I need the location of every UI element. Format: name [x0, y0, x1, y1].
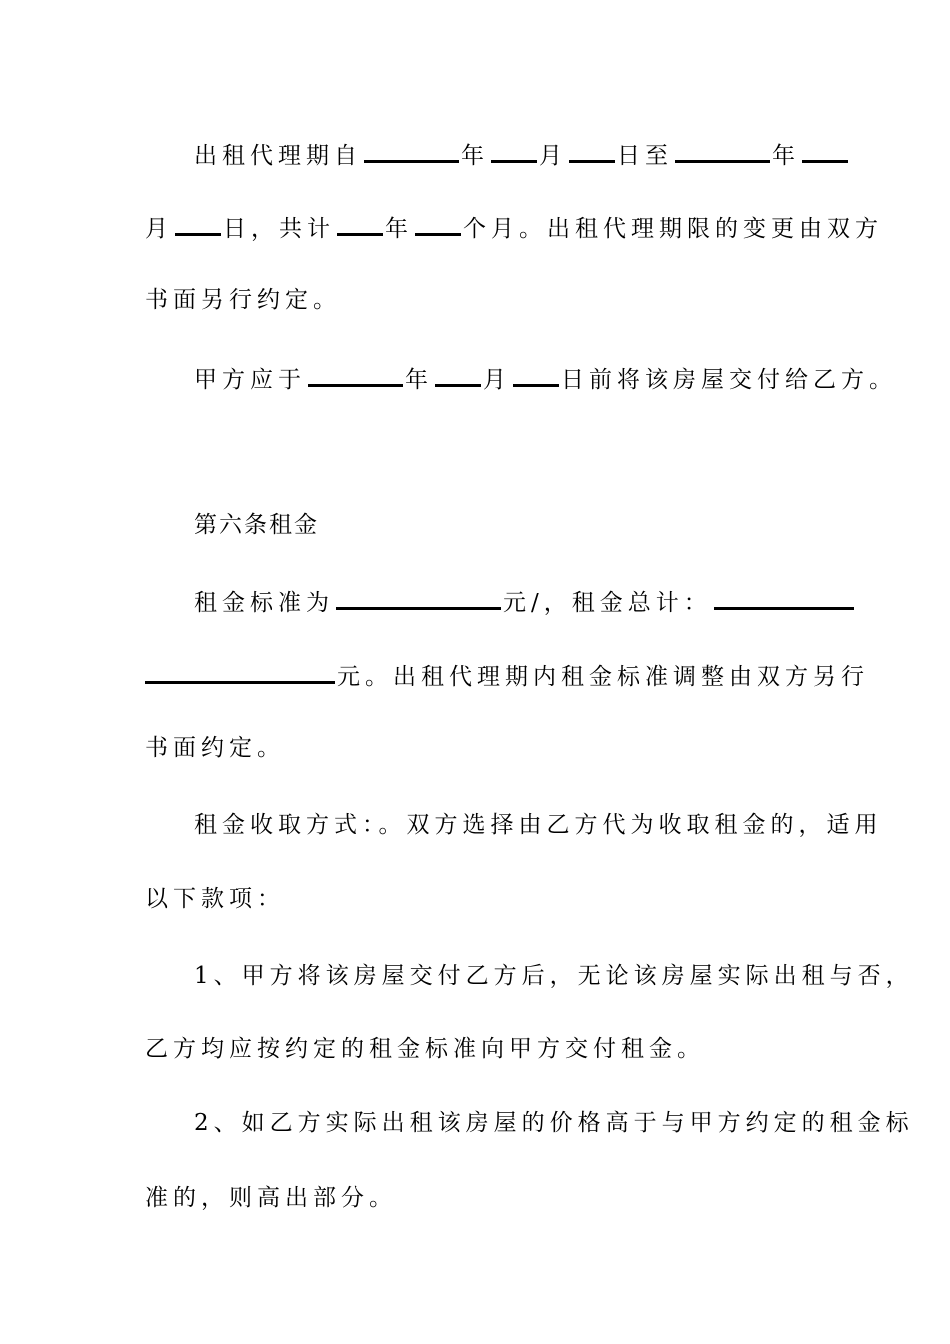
text-segment: 租金标准为: [194, 590, 334, 616]
text-segment: 年: [385, 216, 413, 242]
text-segment: 年: [405, 367, 433, 393]
text-segment: 元。出租代理期内租金标准调整由双方另行: [337, 664, 869, 690]
clause-line: 准的，则高出部分。: [145, 1185, 397, 1211]
blank-line: [175, 211, 221, 236]
blank-line: [308, 362, 403, 387]
blank-line: [415, 211, 461, 236]
agency-period-line-cont: [145, 211, 883, 244]
delivery-date-line: [194, 362, 897, 395]
paragraph-line: 书面另行约定。: [145, 287, 341, 313]
blank-line: [513, 362, 559, 387]
text-segment: 年: [772, 143, 800, 169]
text-segment: 出租代理期自: [194, 143, 362, 169]
text-segment: 甲方应于: [194, 367, 306, 393]
paragraph-line: 租金收取方式：。双方选择由乙方代为收取租金的，适用: [194, 812, 883, 838]
text-segment: 月: [483, 367, 511, 393]
text-segment: 日前将该房屋交付给乙方。: [561, 367, 897, 393]
text-segment: 年: [461, 143, 489, 169]
text-segment: 元/，租金总计：: [503, 590, 712, 616]
blank-line: [491, 138, 537, 163]
clause-line: 1、甲方将该房屋交付乙方后，无论该房屋实际出租与否，: [194, 963, 914, 989]
blank-line: [364, 138, 459, 163]
text-segment: 月: [539, 143, 567, 169]
blank-line: [569, 138, 615, 163]
blank-line: [336, 585, 501, 610]
text-segment: 日，共计: [223, 216, 335, 242]
agency-period-line: [194, 138, 850, 171]
text-segment: 日至: [617, 143, 673, 169]
paragraph-line: 以下款项：: [145, 886, 285, 912]
clause-line: 乙方均应按约定的租金标准向甲方交付租金。: [145, 1036, 705, 1062]
text-segment: 月: [145, 216, 173, 242]
text-segment: 个月。出租代理期限的变更由双方: [463, 216, 883, 242]
blank-line: [675, 138, 770, 163]
rent-total-line: [145, 659, 869, 692]
blank-line: [145, 659, 335, 684]
blank-line: [714, 585, 854, 610]
section-heading: 第六条租金: [194, 512, 319, 538]
blank-line: [337, 211, 383, 236]
paragraph-line: 书面约定。: [145, 735, 285, 761]
clause-line: 2、如乙方实际出租该房屋的价格高于与甲方约定的租金标: [194, 1110, 914, 1136]
rent-standard-line: [194, 585, 856, 618]
blank-line: [435, 362, 481, 387]
blank-line: [802, 138, 848, 163]
